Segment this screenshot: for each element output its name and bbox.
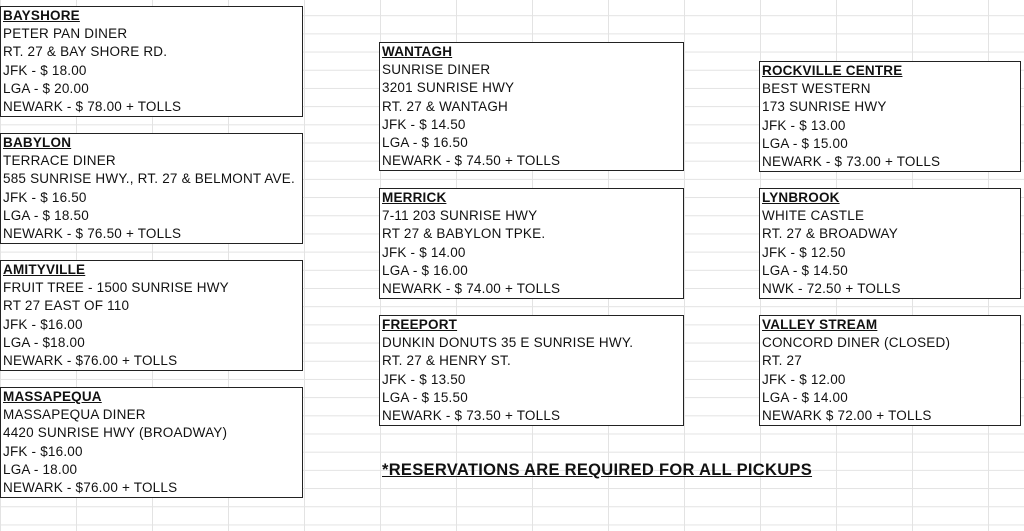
location-card-massapequa	[0, 387, 303, 498]
location-line: NEWARK - $ 74.50 + TOLLS	[382, 153, 561, 169]
location-line: JFK - $16.00	[3, 316, 83, 332]
location-card-wantagh	[379, 42, 684, 171]
location-line: 173 SUNRISE HWY	[762, 99, 887, 115]
location-line: NEWARK - $ 76.50 + TOLLS	[3, 225, 182, 241]
location-line: SUNRISE DINER	[382, 62, 491, 78]
location-line: LGA - $ 18.50	[3, 207, 89, 223]
location-line: JFK - $ 13.50	[382, 371, 466, 387]
location-line: BEST WESTERN	[762, 81, 871, 97]
location-title: BABYLON	[3, 135, 72, 150]
location-card-amityville	[0, 260, 303, 371]
location-card-babylon	[0, 133, 303, 244]
location-line: JFK - $ 12.00	[762, 371, 846, 387]
location-line: RT. 27 & WANTAGH	[382, 98, 508, 114]
location-title: MASSAPEQUA	[3, 389, 102, 404]
location-line: RT 27 EAST OF 110	[3, 298, 130, 314]
location-line: RT 27 & BABYLON TPKE.	[382, 226, 546, 242]
location-title: MERRICK	[382, 190, 447, 205]
location-card-bayshore	[0, 6, 303, 117]
location-line: JFK - $ 18.00	[3, 62, 87, 78]
location-line: LGA - $18.00	[3, 334, 85, 350]
location-line: NEWARK - $ 73.50 + TOLLS	[382, 407, 561, 423]
location-card-merrick	[379, 188, 684, 299]
location-title: WANTAGH	[382, 44, 453, 59]
location-line: 7-11 203 SUNRISE HWY	[382, 208, 538, 224]
location-line: DUNKIN DONUTS 35 E SUNRISE HWY.	[382, 335, 634, 351]
location-card-valley-stream	[759, 315, 1021, 426]
location-line: NEWARK $ 72.00 + TOLLS	[762, 407, 932, 423]
location-line: FRUIT TREE - 1500 SUNRISE HWY	[3, 280, 229, 296]
location-title: AMITYVILLE	[3, 262, 86, 277]
location-line: NEWARK - $ 78.00 + TOLLS	[3, 98, 182, 114]
location-line: CONCORD DINER (CLOSED)	[762, 335, 951, 351]
location-title: LYNBROOK	[762, 190, 840, 205]
location-title: BAYSHORE	[3, 8, 80, 23]
location-title: ROCKVILLE CENTRE	[762, 63, 903, 78]
location-line: WHITE CASTLE	[762, 208, 865, 224]
location-line: LGA - $ 16.50	[382, 134, 468, 150]
location-card-rockville-centre	[759, 61, 1021, 172]
location-line: NWK - 72.50 + TOLLS	[762, 280, 901, 296]
location-line: NEWARK - $76.00 + TOLLS	[3, 479, 178, 495]
location-line: JFK - $ 16.50	[3, 189, 87, 205]
location-line: RT. 27 & BAY SHORE RD.	[3, 44, 168, 60]
location-line: NEWARK - $ 73.00 + TOLLS	[762, 153, 941, 169]
location-line: 585 SUNRISE HWY., RT. 27 & BELMONT AVE.	[3, 171, 295, 187]
location-line: LGA - $ 15.00	[762, 135, 848, 151]
location-line: JFK - $ 14.00	[382, 244, 466, 260]
location-line: JFK - $ 14.50	[382, 116, 466, 132]
location-line: JFK - $16.00	[3, 443, 83, 459]
location-line: LGA - $ 15.50	[382, 389, 468, 405]
location-line: LGA - 18.00	[3, 461, 78, 477]
location-card-lynbrook	[759, 188, 1021, 299]
location-line: RT. 27 & HENRY ST.	[382, 353, 511, 369]
location-title: VALLEY STREAM	[762, 317, 878, 332]
location-card-freeport	[379, 315, 684, 426]
location-line: LGA - $ 14.00	[762, 389, 848, 405]
location-line: NEWARK - $76.00 + TOLLS	[3, 352, 178, 368]
location-title: FREEPORT	[382, 317, 458, 332]
location-line: LGA - $ 16.00	[382, 262, 468, 278]
location-line: JFK - $ 12.50	[762, 244, 846, 260]
location-line: TERRACE DINER	[3, 153, 116, 169]
location-line: 3201 SUNRISE HWY	[382, 80, 515, 96]
location-line: NEWARK - $ 74.00 + TOLLS	[382, 280, 561, 296]
location-line: JFK - $ 13.00	[762, 117, 846, 133]
location-line: 4420 SUNRISE HWY (BROADWAY)	[3, 425, 228, 441]
location-line: PETER PAN DINER	[3, 26, 128, 42]
location-line: RT. 27 & BROADWAY	[762, 226, 898, 242]
location-line: RT. 27	[762, 353, 802, 369]
location-line: LGA - $ 14.50	[762, 262, 848, 278]
location-line: MASSAPEQUA DINER	[3, 407, 146, 423]
location-line: LGA - $ 20.00	[3, 80, 89, 96]
reservation-note: *RESERVATIONS ARE REQUIRED FOR ALL PICKUPS	[382, 461, 813, 479]
